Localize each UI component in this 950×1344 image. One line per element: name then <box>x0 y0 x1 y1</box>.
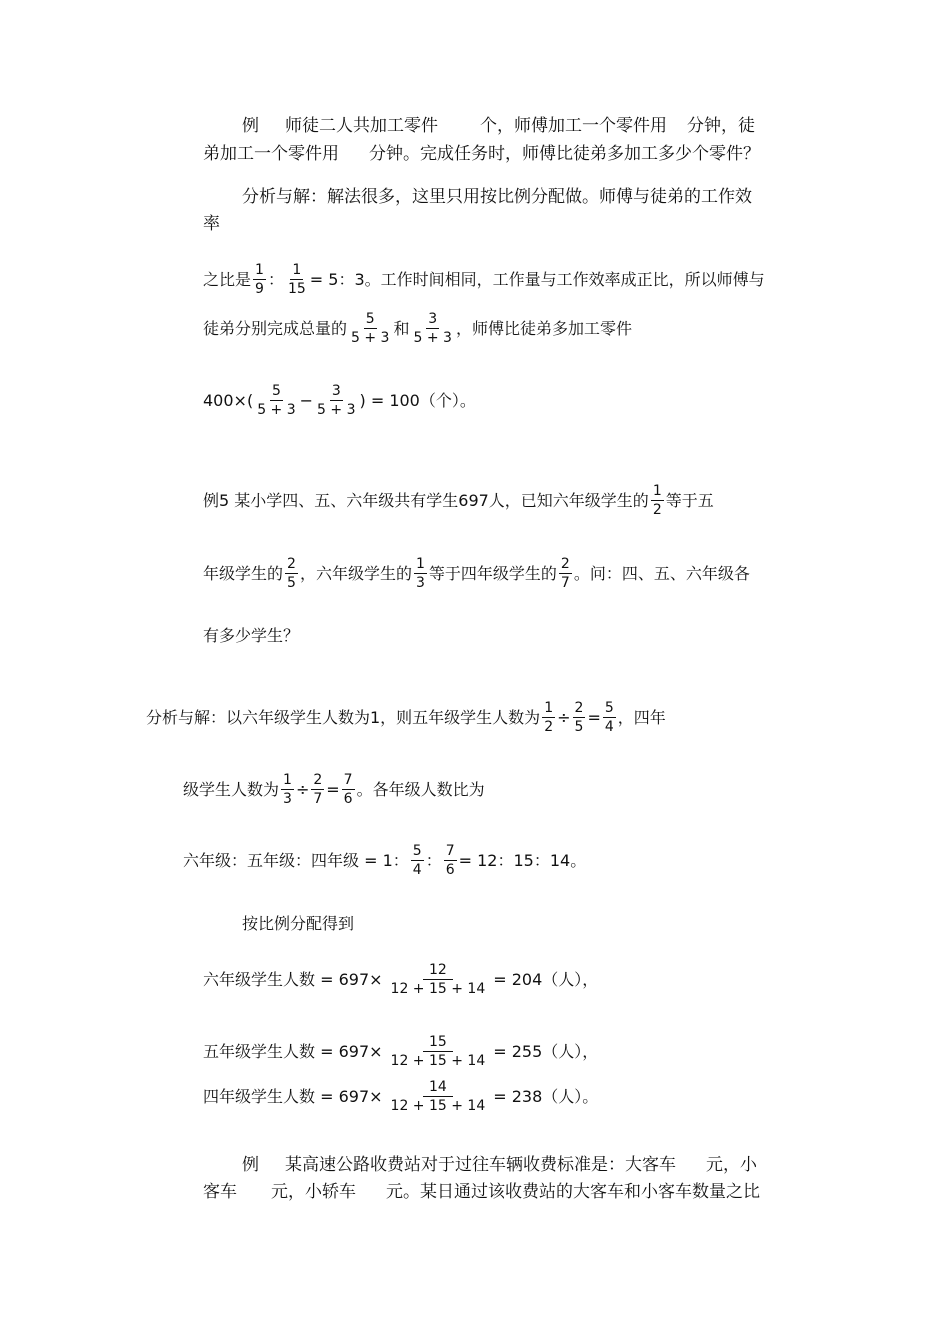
ex5-result-grade6: 六年级学生人数 = 697× $\frac{12}{12 + 15 + 14}$ = 204（人）， <box>203 962 599 998</box>
example-label: 例 <box>242 1155 259 1175</box>
ex6-problem-line1: 例 某高速公路收费站对于过往车辆收费标准是：大客车 元，小 <box>242 1155 757 1175</box>
ex5-question-line2: 年级学生的 $\frac{2}{5}$ ，六年级学生的 $\frac{1}{3}$ 等于四年级学生的 $\frac{2}{7}$ 。问：四、五、六年级各 <box>203 556 750 592</box>
ex1-result-line: 400×( $\frac{5}{5 + 3}$ − $\frac{3}{5 + 3}$ ) = 100（个）。 <box>203 383 476 419</box>
ex1-problem-line2: 弟加工一个零件用 分钟。完成任务时，师傅比徒弟多加工多少个零件？ <box>203 144 760 164</box>
fraction: $\frac{7}{6}$ <box>343 772 353 808</box>
ex5-ratio-line: 六年级：五年级：四年级 = 1： $\frac{5}{4}$ ： $\frac{7}{6}$ = 12：15：14。 <box>183 843 587 879</box>
fraction: $\frac{14}{12 + 15 + 14}$ <box>390 1079 486 1115</box>
fraction: $\frac{1}{3}$ <box>415 556 425 592</box>
fraction: $\frac{2}{7}$ <box>313 772 323 808</box>
ex1-analysis-line2: 率 <box>203 214 220 234</box>
fraction: $\frac{2}{7}$ <box>560 556 570 592</box>
fraction: $\frac{12}{12 + 15 + 14}$ <box>390 962 486 998</box>
ex5-analysis-line1: 分析与解：以六年级学生人数为1，则五年级学生人数为 $\frac{1}{2}$ ÷ $\frac{2}{5}$ = $\frac{5}{4}$ ，四年 <box>146 700 666 736</box>
fraction: $\frac{1}{2}$ <box>544 700 554 736</box>
fraction: $\frac{1}{15}$ <box>287 262 306 298</box>
fraction: $\frac{1}{9}$ <box>255 262 264 298</box>
ex1-share-line: 徒弟分别完成总量的 $\frac{5}{5 + 3}$ 和 $\frac{3}{5 + 3}$ ，师傅比徒弟多加工零件 <box>203 311 632 347</box>
fraction: $\frac{5}{4}$ <box>412 843 422 879</box>
ex5-result-grade4: 四年级学生人数 = 697× $\frac{14}{12 + 15 + 14}$ = 238（人）。 <box>203 1079 599 1115</box>
ex5-question-line1: 例5 某小学四、五、六年级共有学生697人，已知六年级学生的 $\frac{1}{2}$ 等于五 <box>203 483 714 519</box>
ex1-problem-line1: 例 师徒二人共加工零件 个，师傅加工一个零件用 分钟，徒 <box>242 116 755 136</box>
example-label: 例 <box>242 116 259 136</box>
fraction: $\frac{5}{5 + 3}$ <box>351 311 390 347</box>
ex1-analysis-line1: 分析与解：解法很多，这里只用按比例分配做。师傅与徒弟的工作效 <box>242 187 752 207</box>
ex6-problem-line2: 客车 元，小轿车 元。某日通过该收费站的大客车和小客车数量之比 <box>203 1182 760 1202</box>
fraction: $\frac{5}{4}$ <box>604 700 614 736</box>
ex5-question-line3: 有多少学生？ <box>203 626 300 645</box>
ex1-ratio-line: 之比是 $\frac{1}{9}$ ： $\frac{1}{15}$ = 5：3。工作时间相同，工作量与工作效率成正比，所以师傅与 <box>203 262 765 298</box>
ex5-result-grade5: 五年级学生人数 = 697× $\frac{15}{12 + 15 + 14}$ = 255（人）， <box>203 1034 599 1070</box>
fraction: $\frac{2}{5}$ <box>574 700 584 736</box>
fraction: $\frac{1}{2}$ <box>652 483 662 519</box>
fraction: $\frac{5}{5 + 3}$ <box>257 383 296 419</box>
fraction: $\frac{3}{5 + 3}$ <box>413 311 452 347</box>
ex5-distribution-intro: 按比例分配得到 <box>242 914 355 933</box>
fraction: $\frac{3}{5 + 3}$ <box>317 383 356 419</box>
fraction: $\frac{15}{12 + 15 + 14}$ <box>390 1034 486 1070</box>
fraction: $\frac{7}{6}$ <box>445 843 455 879</box>
ex5-analysis-line2: 级学生人数为 $\frac{1}{3}$ ÷ $\frac{2}{7}$ = $\frac{7}{6}$ 。各年级人数比为 <box>183 772 485 808</box>
fraction: $\frac{2}{5}$ <box>287 556 296 592</box>
fraction: $\frac{1}{3}$ <box>283 772 292 808</box>
